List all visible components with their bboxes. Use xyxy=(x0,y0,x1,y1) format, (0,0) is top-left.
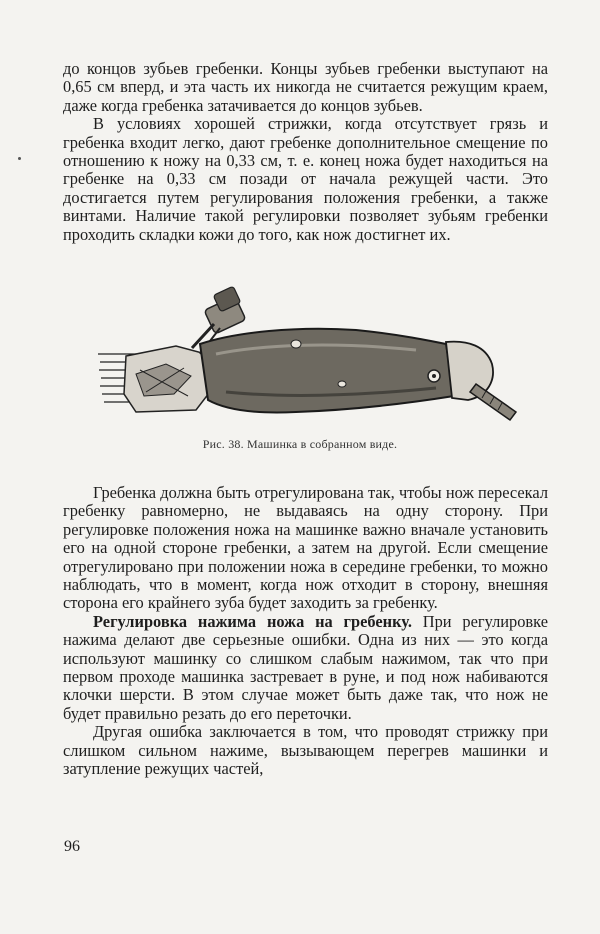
paragraph-pressure-text: При регулировке нажима делают две серьезные ошибки. Одна из них — это когда используют машинку со слишком слабым нажимом, так что при первом проходе машинка застревает в руне, и под нож набиваются клочки шерсти. В этом случае может быть даже так, что нож не будет правильно резать до его переточки. xyxy=(63,611,548,723)
handle-body xyxy=(200,329,454,413)
paragraph-good-shearing: В условиях хорошей стрижки, когда отсутствует грязь и гребенка входит легко, дают гребенке дополнительное смещение по отношению к ножу на 0,33 см, т. е. конец ножа будет находиться на гребенке на 0,33 см позади от начала режущей части. Это достигается путем регулирования положения гребенки, а также винтами. Наличие такой регулировки позволяет зубьям гребенки проходить складки кожи до того, как нож достигнет их. xyxy=(63,114,548,244)
paragraph-continuation: до концов зубьев гребенки. Концы зубьев гребенки выступают на 0,65 см вперд, и эта часть их никогда не считается режущим краем, даже когда гребенка затачивается до концов зубьев. xyxy=(63,59,548,115)
paragraph-pressure-adjustment xyxy=(63,613,548,723)
bottom-text-block xyxy=(63,484,548,779)
figure-shearing-machine xyxy=(96,284,524,426)
top-text-block xyxy=(63,60,548,244)
paragraph-comb-adjustment: Гребенка должна быть отрегулирована так, чтобы нож пересекал гребенку равномерно, не выдаваясь на одну сторону. При регулировке положения ножа на машинке важно вначале установить его на одной стороне гребенки, а затем на другой. Если смещение отрегулировано при положении ножа в середине гребенки, то можно наблюдать, что в момент, когда нож отходит в сторону, внешняя сторона его крайнего зуба будет заходить за гребенку. xyxy=(63,483,548,613)
figure-caption: Рис. 38. Машинка в собранном виде. xyxy=(202,437,398,451)
drive-shaft xyxy=(470,384,516,420)
section-heading: Регулировка нажима ножа на гребенку. xyxy=(93,611,412,631)
print-speck xyxy=(18,157,21,160)
paragraph-second-error: Другая ошибка заключается в том, что проводят стрижку при слишком сильном нажиме, вызывающем перегрев машинки и затупление режущих частей, xyxy=(63,722,548,779)
page-number: 96 xyxy=(64,838,80,855)
